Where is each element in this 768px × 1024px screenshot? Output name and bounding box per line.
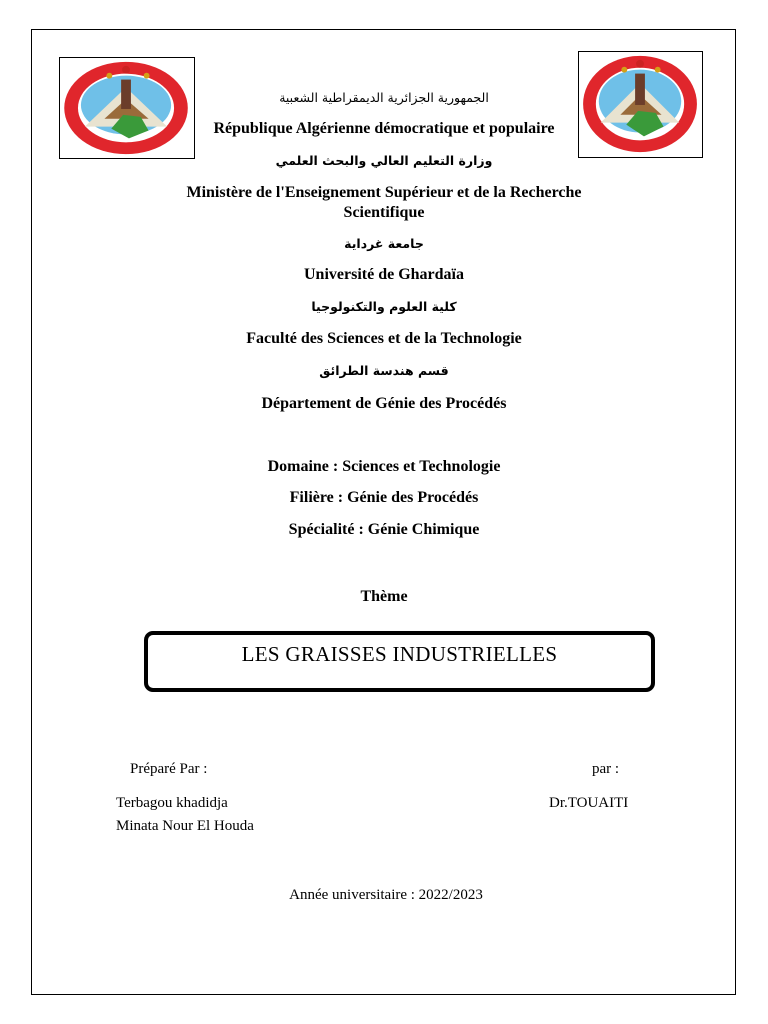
- program-domain: Domaine : Sciences et Technologie: [267, 458, 501, 475]
- author-name-2: Minata Nour El Houda: [116, 818, 254, 834]
- ministry-french-line1: Ministère de l'Enseignement Supérieur et de la Recherche: [186, 184, 582, 201]
- program-field: Filière : Génie des Procédés: [289, 489, 479, 506]
- ministry-french-line2: Scientifique: [343, 204, 425, 221]
- program-specialty: Spécialité : Génie Chimique: [288, 521, 480, 538]
- theme-title: LES GRAISSES INDUSTRIELLES: [241, 642, 558, 666]
- republic-arabic: الجمهورية الجزائرية الديمقراطية الشعبية: [279, 90, 489, 105]
- page-border: [31, 29, 736, 995]
- supervisor-name: Dr.TOUAITI: [549, 795, 629, 811]
- academic-year: Année universitaire : 2022/2023: [289, 887, 483, 903]
- university-logo-left: [59, 57, 195, 159]
- supervisor-label: par :: [592, 761, 620, 777]
- author-name-1: Terbagou khadidja: [116, 795, 228, 811]
- university-french: Université de Ghardaïa: [304, 266, 464, 283]
- faculty-french: Faculté des Sciences et de la Technologie: [246, 330, 522, 347]
- university-seal-icon: [60, 58, 194, 158]
- ministry-arabic: وزارة التعليم العالي والبحث العلمي: [275, 153, 493, 168]
- theme-label: Thème: [360, 588, 408, 605]
- republic-french: République Algérienne démocratique et populaire: [213, 120, 555, 137]
- prepared-by-label: Préparé Par :: [130, 761, 208, 777]
- department-french: Département de Génie des Procédés: [261, 395, 507, 412]
- faculty-arabic: كلية العلوم والتكنولوجيا: [311, 299, 457, 314]
- department-arabic: قسم هندسة الطرائق: [319, 363, 449, 378]
- university-arabic: جامعة غرداية: [344, 236, 424, 251]
